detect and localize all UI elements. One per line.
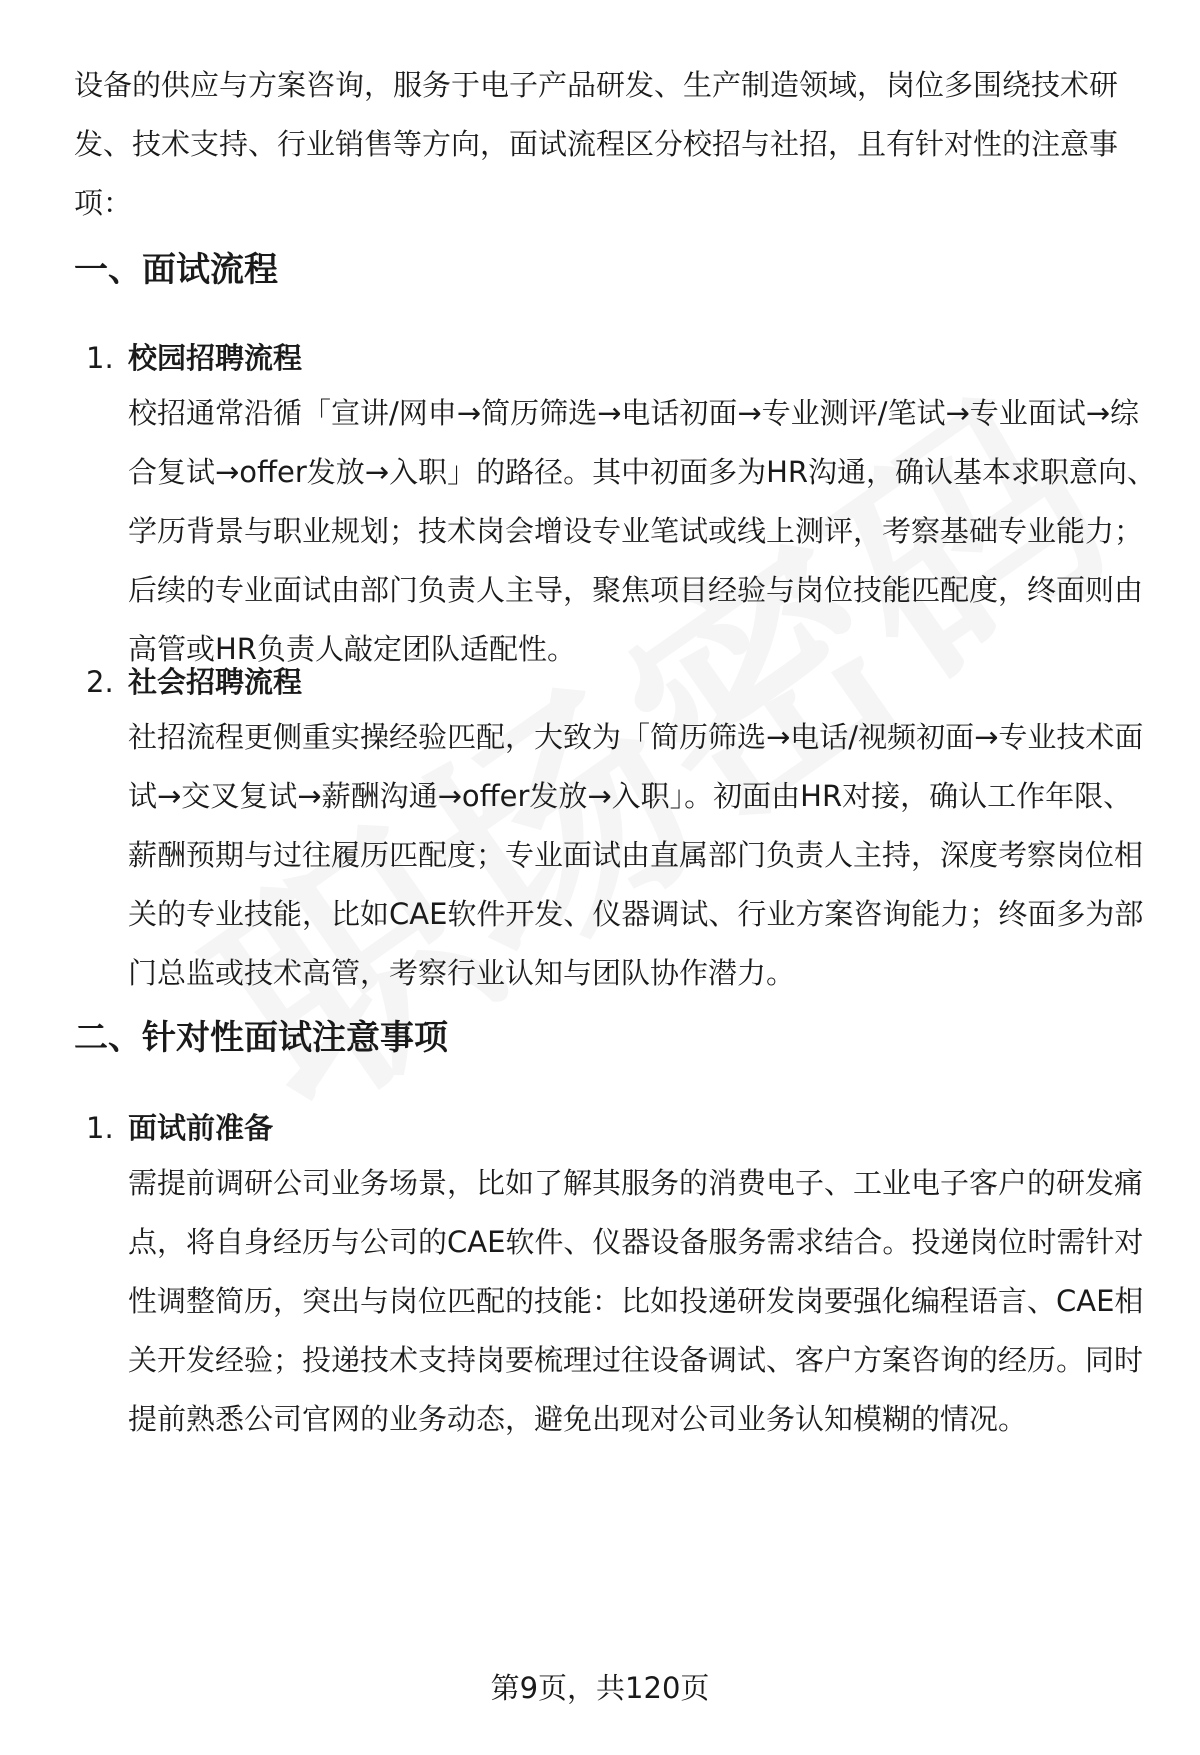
item-title-text: 社会招聘流程 (128, 665, 303, 699)
item-number: 2. (86, 665, 114, 699)
section-title-interview-notes: 二、针对性面试注意事项 (74, 1018, 448, 1058)
page-number-footer: 第9页，共120页 (490, 1671, 710, 1705)
item-body-preparation: 需提前调研公司业务场景，比如了解其服务的消费电子、工业电子客户的研发痛点，将自身经历与公司的CAE软件、仪器设备服务需求结合。投递岗位时需针对性调整简历，突出与岗位匹配的技能：比如投递研发岗要强化编程语言、CAE相关开发经验；投递技术支持岗要梳理过往设备调试、客户方案咨询的经历。同时提前熟悉公司官网的业务动态，避免出现对公司业务认知模糊的情况。 (128, 1166, 1144, 1436)
item-title-text: 面试前准备 (128, 1111, 274, 1145)
item-body-social-recruitment: 社招流程更侧重实操经验匹配，大致为「简历筛选→电话/视频初面→专业技术面试→交叉复试→薪酬沟通→offer发放→入职」。初面由HR对接，确认工作年限、薪酬预期与过往履历匹配度；专业面试由直属部门负责人主持，深度考察岗位相关的专业技能，比如CAE软件开发、仪器调试、行业方案咨询能力；终面多为部门总监或技术高管，考察行业认知与团队协作潜力。 (128, 720, 1144, 990)
section-title-interview-process: 一、面试流程 (74, 250, 278, 290)
item-title-campus-recruitment (86, 338, 302, 378)
item-title-text: 校园招聘流程 (128, 341, 303, 375)
item-number: 1. (86, 341, 114, 375)
item-title-social-recruitment (86, 662, 302, 702)
item-title-preparation (86, 1108, 273, 1148)
item-body-campus-recruitment: 校招通常沿循「宣讲/网申→简历筛选→电话初面→专业测评/笔试→专业面试→综合复试→offer发放→入职」的路径。其中初面多为HR沟通，确认基本求职意向、学历背景与职业规划；技术岗会增设专业笔试或线上测评，考察基础专业能力；后续的专业面试由部门负责人主导，聚焦项目经验与岗位技能匹配度，终面则由高管或HR负责人敲定团队适配性。 (128, 396, 1157, 666)
intro-paragraph: 设备的供应与方案咨询，服务于电子产品研发、生产制造领域，岗位多围绕技术研发、技术支持、行业销售等方向，面试流程区分校招与社招，且有针对性的注意事项： (74, 68, 1119, 220)
item-number: 1. (86, 1111, 114, 1145)
